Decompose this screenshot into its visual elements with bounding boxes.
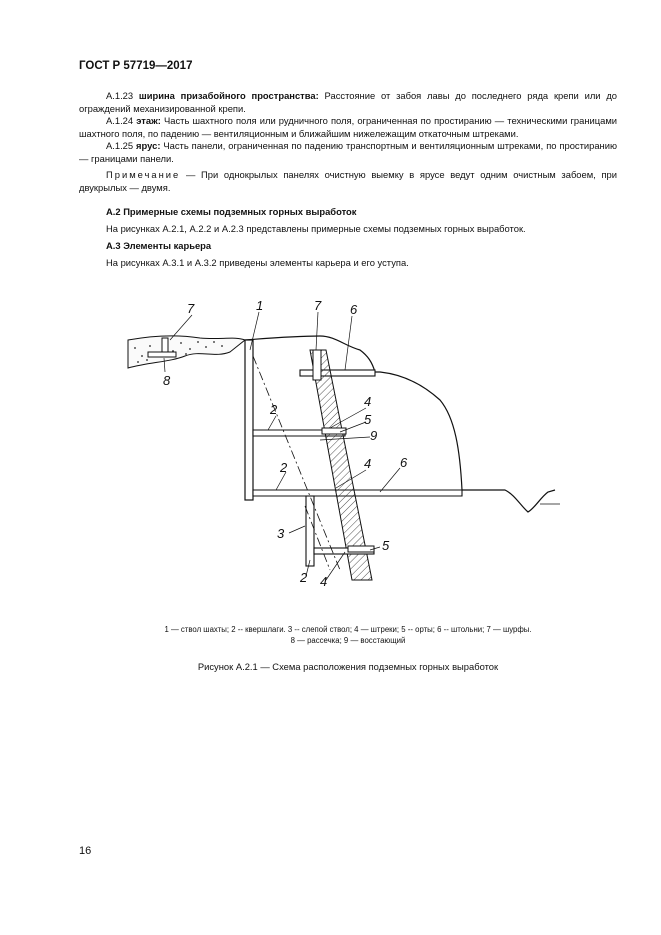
section-a3 (79, 240, 617, 269)
label-2-lower: 2 (300, 570, 308, 585)
crosscut-8 (148, 352, 176, 357)
term-a125: А.1.25 ярус: Часть панели, ограниченная по падению транспортным и вентиляционным штреками, по простиранию — границами панели. (79, 140, 618, 164)
section-a2-title: А.2 Примерные схемы подземных горных выработок (106, 206, 357, 217)
label-6-upper: 6 (350, 302, 358, 317)
ground-surface (245, 336, 375, 374)
section-a3-text: На рисунках А.3.1 и А.3.2 приведены элементы карьера и его уступа. (106, 256, 409, 268)
note-text: — При однокрылых панелях очистную выемку в ярусе ведут одним очистным забоем, при двукрылых — двумя. (79, 169, 617, 193)
label-2-middle: 2 (280, 460, 288, 475)
note-block (79, 169, 617, 194)
section-a2-text: На рисунках А.2.1, А.2.2 и А.2.3 представлены примерные схемы подземных горных выработок. (106, 222, 526, 234)
label-4-lower: 4 (320, 574, 328, 589)
note-label: Примечание (106, 169, 181, 180)
mine-workings-diagram (0, 290, 661, 600)
page-number: 16 (79, 845, 92, 857)
label-6-lower: 6 (400, 455, 408, 470)
crosscut-main-level (253, 490, 462, 496)
surface-waste-dump (128, 336, 245, 368)
blind-shaft (306, 496, 314, 566)
legend-line-2: 8 — рассечка; 9 — восстающий (290, 636, 406, 645)
label-1: 1 (256, 298, 264, 313)
figure-caption: Рисунок А.2.1 — Схема расположения подземных горных выработок (197, 661, 499, 672)
main-shaft (245, 340, 253, 500)
legend-line-1: 1 — ствол шахты; 2 -- квершлаги. 3 -- слепой ствол; 4 — штреки; 5 -- орты; 6 -- штольни; 7 — шурфы. (164, 625, 532, 634)
document-header: ГОСТ Р 57719—2017 (79, 60, 193, 72)
label-4-upper: 4 (364, 394, 372, 409)
label-2-upper: 2 (270, 402, 278, 417)
section-a2 (79, 206, 617, 235)
label-4-middle: 4 (364, 456, 372, 471)
drift-lower (348, 546, 374, 552)
label-7-left: 7 (187, 301, 195, 316)
term-a123: А.1.23 ширина призабойного пространства: Расстояние от забоя лавы до последнего ряда крепи или до ограждений механизированной крепи. (79, 90, 618, 114)
figure-legend (79, 624, 617, 646)
label-7-right: 7 (314, 298, 322, 313)
raise (313, 350, 321, 380)
label-8: 8 (163, 373, 171, 388)
section-a3-title: А.3 Элементы карьера (106, 240, 212, 251)
term-a124: А.1.24 этаж: Часть шахтного поля или рудничного поля, ограниченная по простиранию — техническими границами шахтного поля, по падению — вентиляционным и ближайшим нижележащим откаточным штреками. (79, 115, 618, 139)
valley-floor (462, 490, 555, 512)
label-5-lower: 5 (382, 538, 390, 553)
term-definitions (79, 90, 617, 166)
label-9: 9 (370, 428, 378, 443)
label-3: 3 (277, 526, 285, 541)
adit-upper (300, 370, 375, 376)
label-5-upper: 5 (364, 412, 372, 427)
